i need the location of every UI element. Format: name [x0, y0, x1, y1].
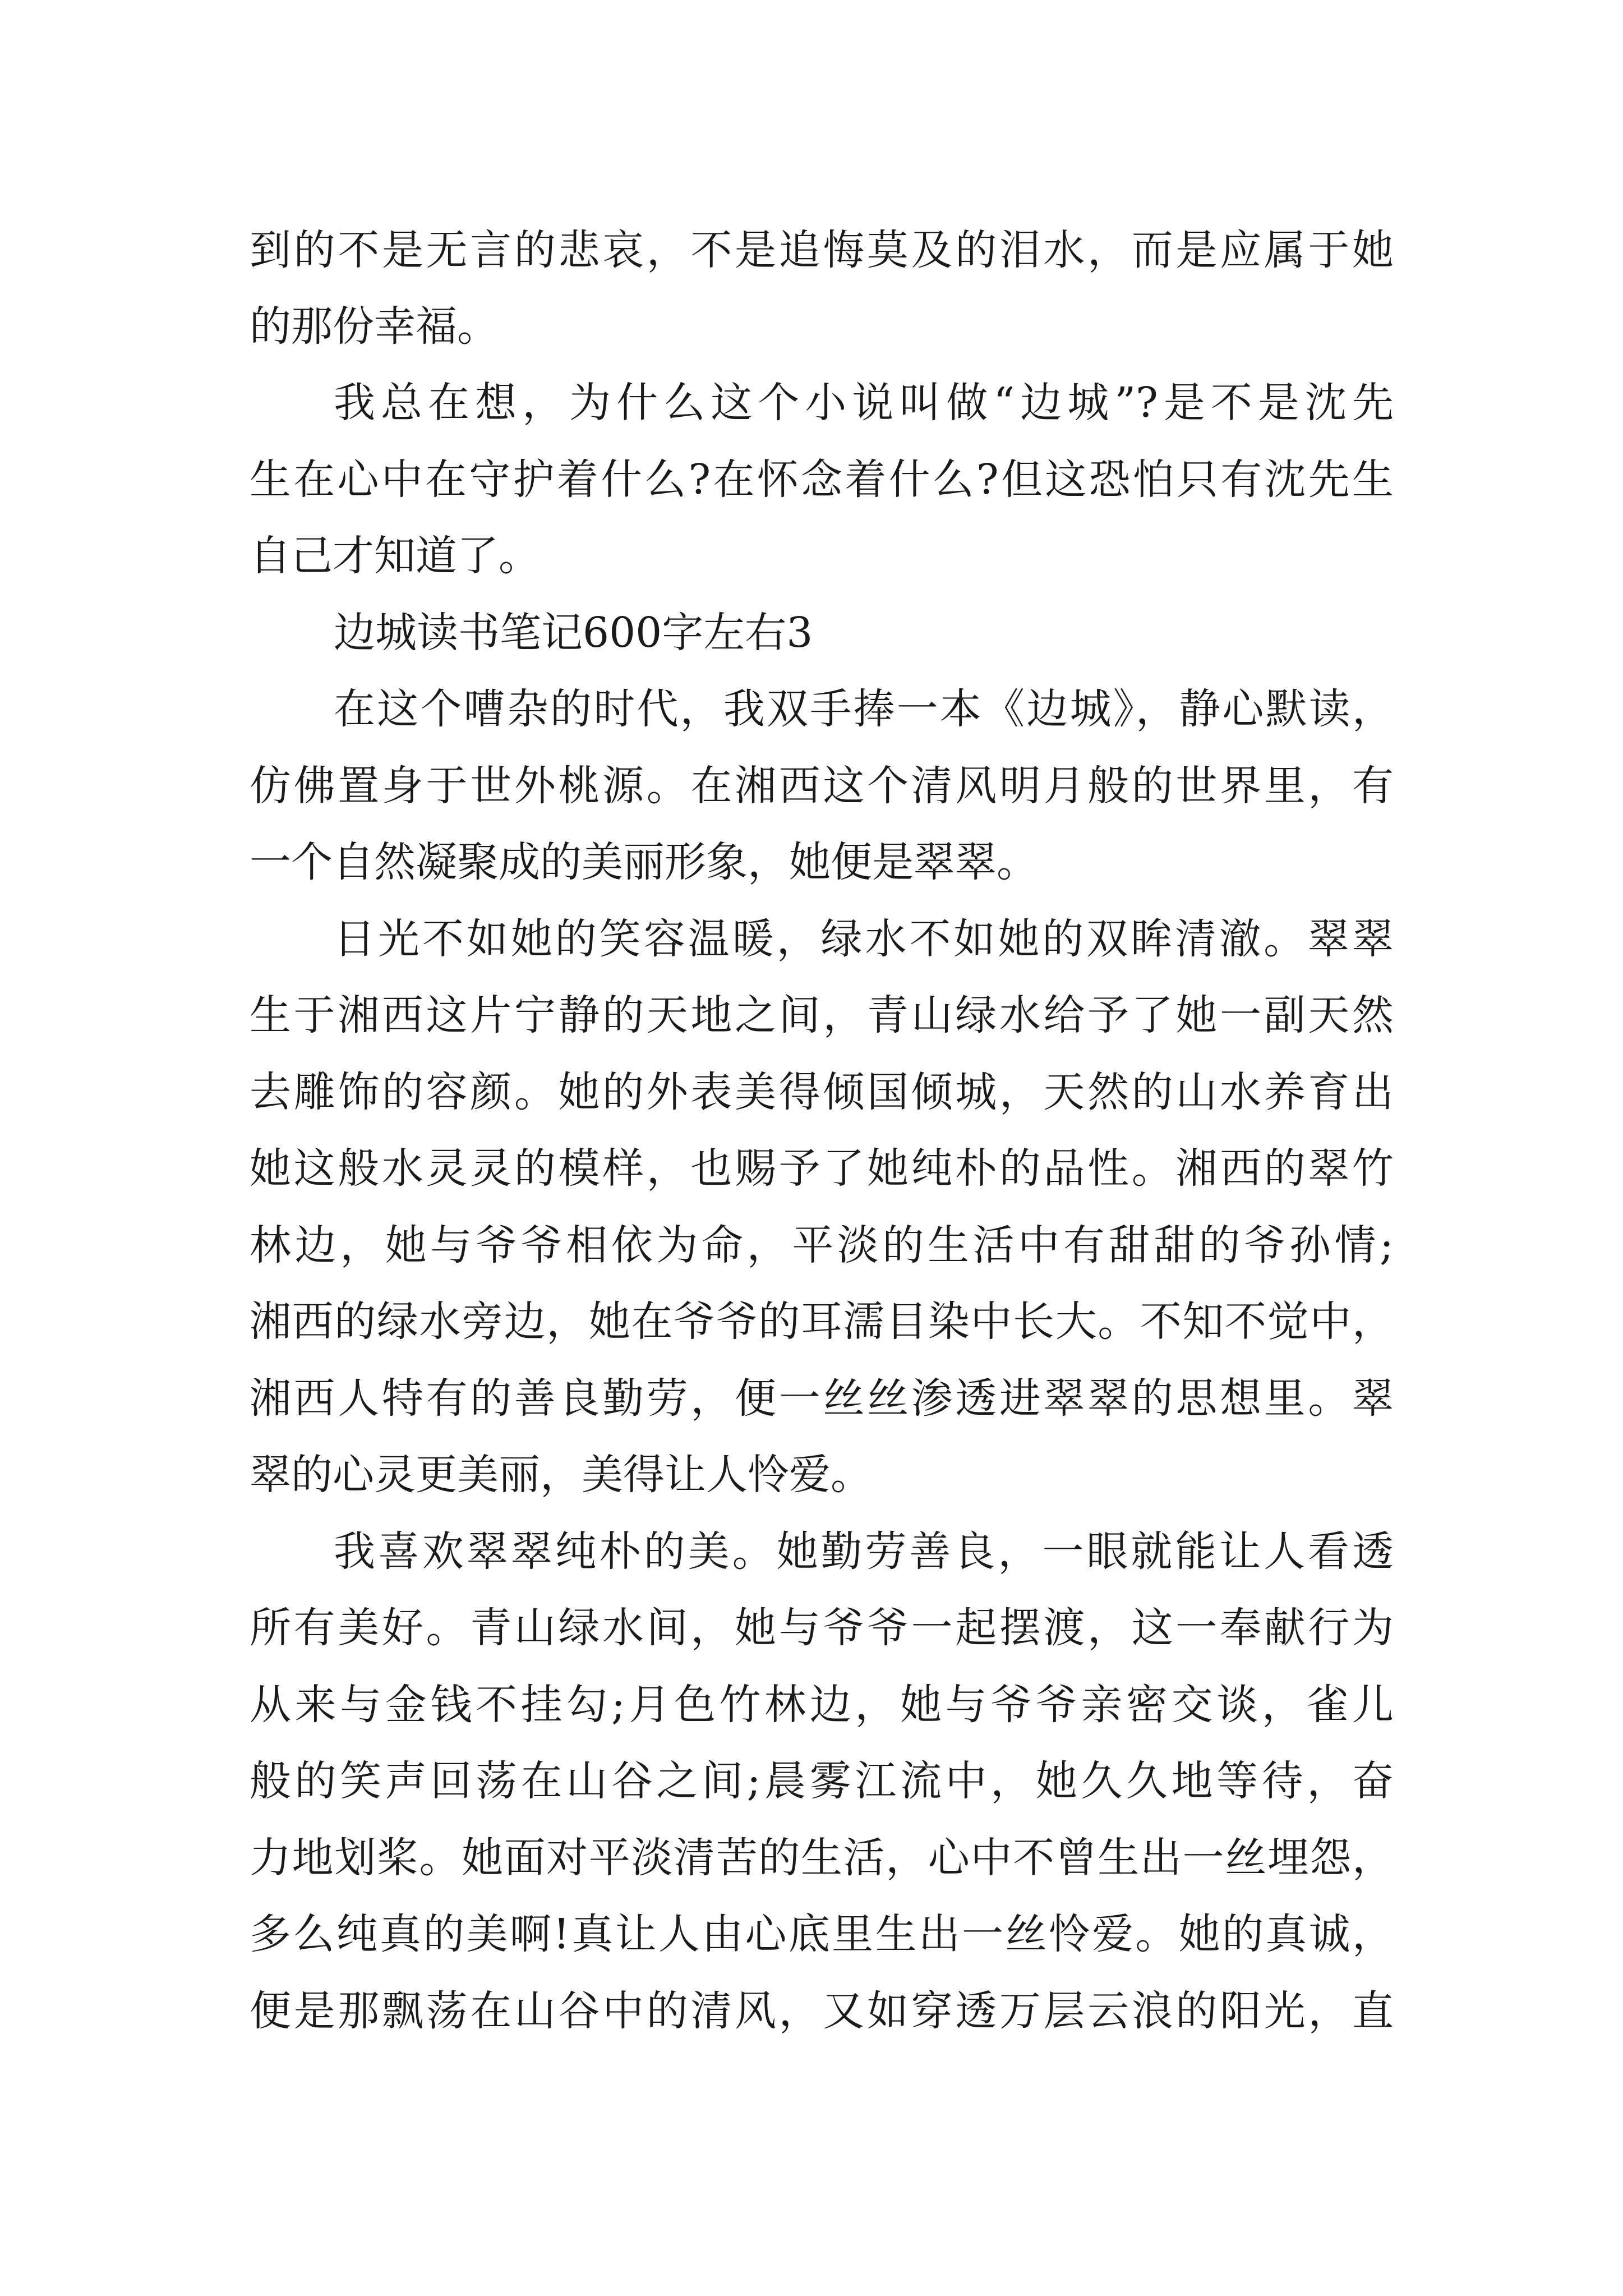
text-line: 仿佛置身于世外桃源。在湘西这个清风明月般的世界里，有: [250, 762, 1394, 810]
text-line: 生在心中在守护着什么?在怀念着什么?但这恐怕只有沈先生: [250, 455, 1394, 504]
text-line: 所有美好。青山绿水间，她与爷爷一起摆渡，这一奉献行为: [250, 1604, 1394, 1652]
text-line: 便是那飘荡在山谷中的清风，又如穿透万层云浪的阳光，直: [250, 1987, 1394, 2035]
paragraph-start-line: 在这个嘈杂的时代，我双手捧一本《边城》，静心默读，: [334, 685, 1394, 733]
paragraph-start-line: 日光不如她的笑容温暖，绿水不如她的双眸清澈。翠翠: [334, 915, 1394, 963]
text-line: 一个自然凝聚成的美丽形象，她便是翠翠。: [250, 838, 1038, 886]
text-line: 翠的心灵更美丽，美得让人怜爱。: [250, 1451, 872, 1499]
text-line: 她这般水灵灵的模样，也赐予了她纯朴的品性。湘西的翠竹: [250, 1144, 1394, 1193]
text-line: 生于湘西这片宁静的天地之间，青山绿水给予了她一副天然: [250, 991, 1394, 1039]
text-line: 从来与金钱不挂勾;月色竹林边，她与爷爷亲密交谈，雀儿: [250, 1681, 1394, 1729]
text-line: 到的不是无言的悲哀，不是追悔莫及的泪水，而是应属于她: [250, 226, 1394, 274]
text-line: 般的笑声回荡在山谷之间;晨雾江流中，她久久地等待，奋: [250, 1757, 1394, 1805]
text-line: 林边，她与爷爷相依为命，平淡的生活中有甜甜的爷孙情;: [250, 1221, 1394, 1269]
text-line: 多么纯真的美啊!真让人由心底里生出一丝怜爱。她的真诚，: [250, 1910, 1394, 1958]
text-line: 力地划桨。她面对平淡清苦的生活，心中不曾生出一丝埋怨，: [250, 1834, 1394, 1882]
text-line: 自己才知道了。: [250, 532, 540, 580]
section-heading: 边城读书笔记600字左右3: [334, 609, 813, 657]
text-line: 湘西的绿水旁边，她在爷爷的耳濡目染中长大。不知不觉中，: [250, 1297, 1394, 1346]
text-line: 的那份幸福。: [250, 302, 499, 351]
text-line: 湘西人特有的善良勤劳，便一丝丝渗透进翠翠的思想里。翠: [250, 1374, 1394, 1423]
text-line: 去雕饰的容颜。她的外表美得倾国倾城，天然的山水养育出: [250, 1068, 1394, 1116]
paragraph-start-line: 我喜欢翠翠纯朴的美。她勤劳善良，一眼就能让人看透: [334, 1527, 1394, 1576]
paragraph-start-line: 我总在想，为什么这个小说叫做“边城”?是不是沈先: [334, 379, 1394, 427]
